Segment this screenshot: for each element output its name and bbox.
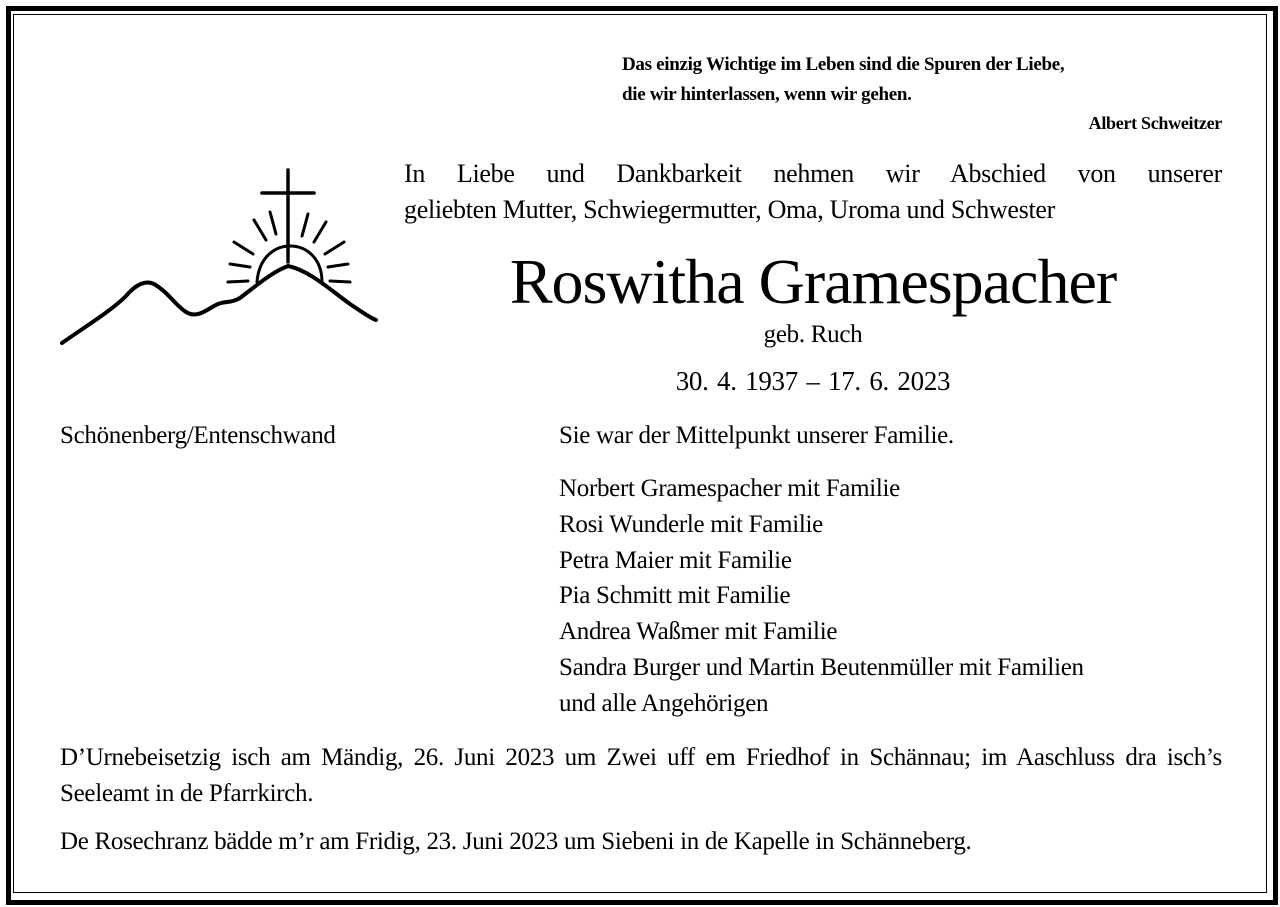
mourner-item: Sandra Burger und Martin Beutenmüller mit Familien <box>559 653 1084 681</box>
intro-line-1: In Liebe und Dankbarkeit nehmen wir Abschied von unserer <box>404 159 1222 188</box>
life-dates: 30. 4. 1937 – 17. 6. 2023 <box>675 366 951 396</box>
mourner-item: Andrea Waßmer mit Familie <box>559 618 838 646</box>
quote-line-1: Das einzig Wichtige im Leben sind die Spuren der Liebe, <box>622 54 1065 75</box>
place-name: Schönenberg/Entenschwand <box>60 422 336 449</box>
quote-line-2: die wir hinterlassen, wenn wir gehen. <box>622 84 912 105</box>
intro-line-2: geliebten Mutter, Schwiegermutter, Oma, Uroma und Schwester <box>404 195 1055 224</box>
mourner-item: Norbert Gramespacher mit Familie <box>559 475 900 502</box>
quote-author: Albert Schweitzer <box>1088 113 1222 133</box>
maiden-name: geb. Ruch <box>763 321 863 348</box>
cross-sun-mountain-icon <box>58 160 388 350</box>
burial-notice: D’Urnebeisetzig isch am Mändig, 26. Juni 2023 um Zwei uff em Friedhof in Schännau; im Aaschluss dra isch’s Seeleamt in de Pfarrkirch. <box>60 744 1222 807</box>
mourner-item: Petra Maier mit Familie <box>559 546 792 574</box>
intro-text <box>404 156 1222 228</box>
deceased-name: Roswitha Gramespacher <box>509 246 1117 317</box>
quote-block <box>622 50 1222 136</box>
tribute-text: Sie war der Mittelpunkt unserer Familie. <box>559 422 954 449</box>
mourner-item: und alle Angehörigen <box>559 689 769 717</box>
mourner-item: Rosi Wunderle mit Familie <box>559 510 823 538</box>
rosary-notice: De Rosechranz bädde m’r am Fridig, 23. Juni 2023 um Siebeni in de Kapelle in Schänneberg. <box>60 828 972 855</box>
mourner-item: Pia Schmitt mit Familie <box>559 582 791 610</box>
mourners-list <box>559 471 1084 722</box>
